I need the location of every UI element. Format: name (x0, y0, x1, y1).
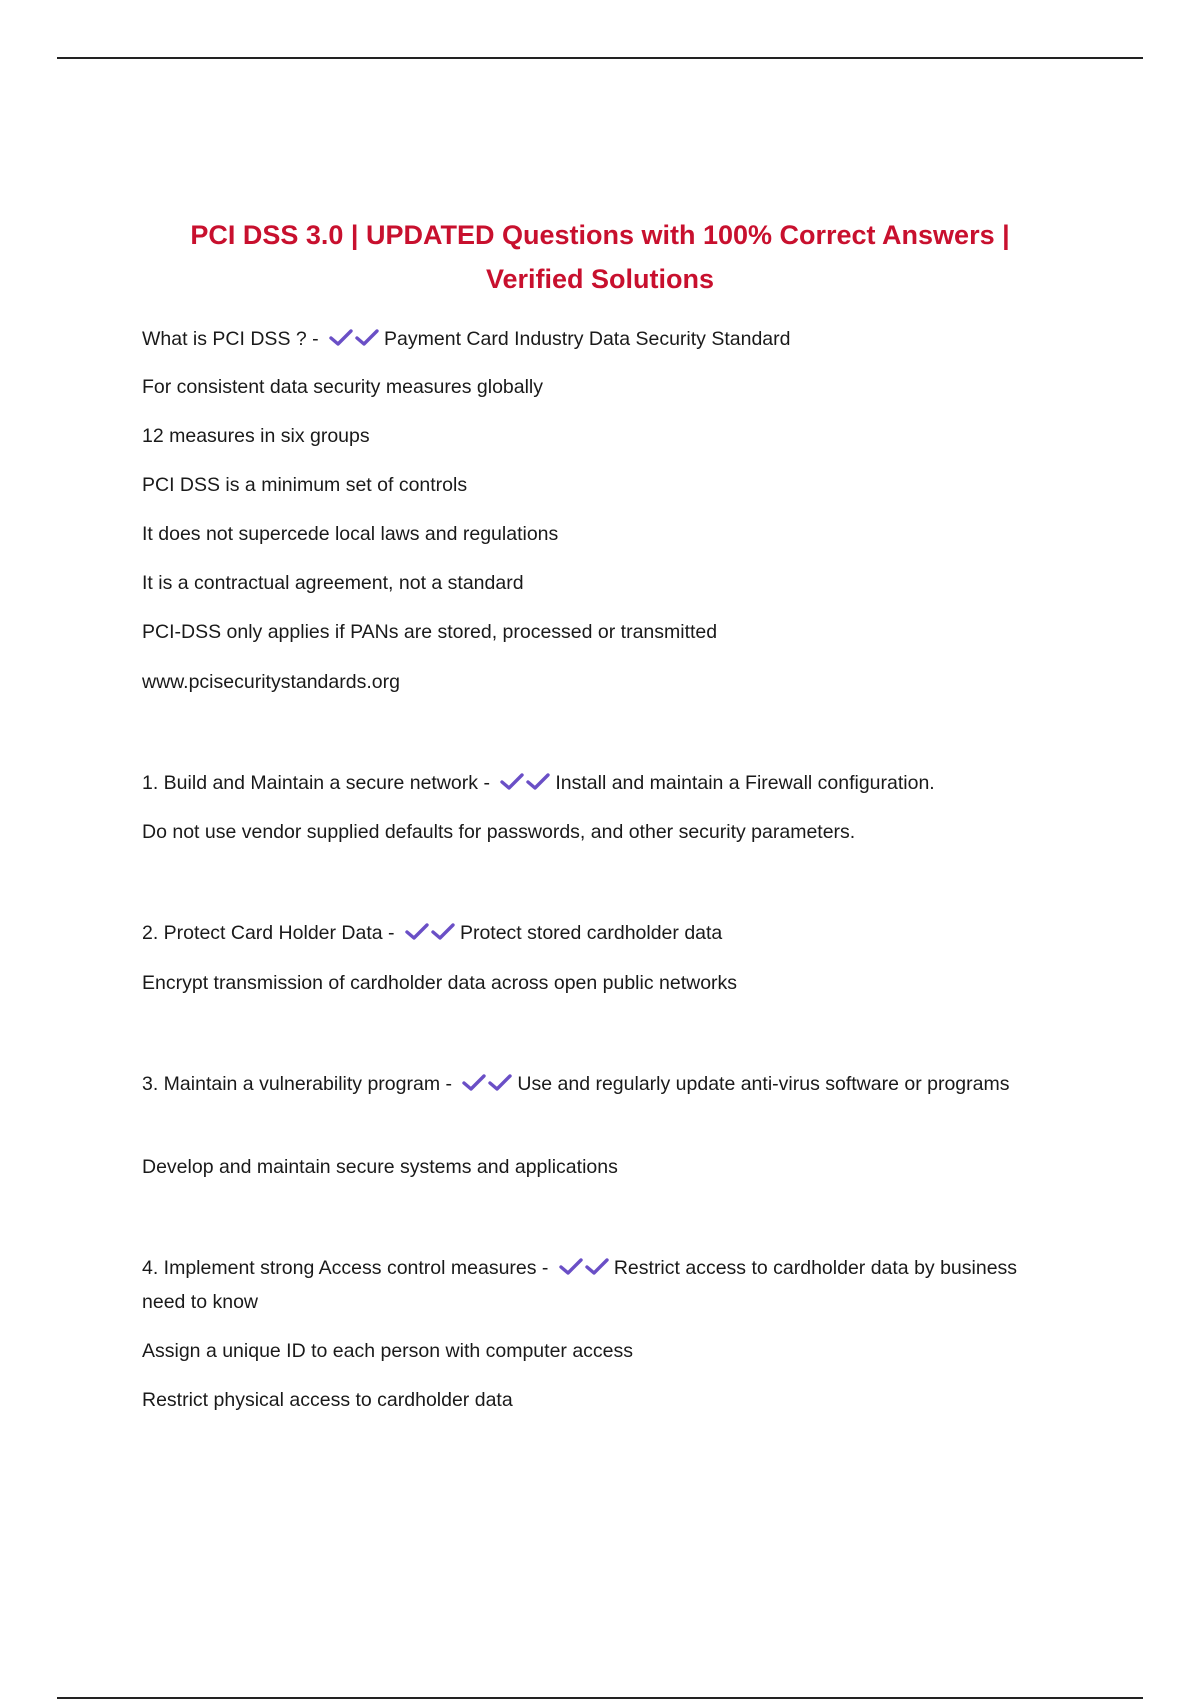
check-icon (328, 328, 354, 348)
check-icon (499, 772, 525, 792)
question-5 (142, 1251, 1022, 1319)
question-4 (142, 1067, 1022, 1101)
question-text: 4. Implement strong Access control measures - (142, 1257, 549, 1279)
check-icon (558, 1257, 584, 1277)
answer-line: Restrict physical access to cardholder data (142, 1389, 513, 1411)
question-3 (142, 916, 1042, 950)
bottom-rule (57, 1697, 1143, 1699)
answer-text: Use and regularly update anti-virus software or programs (517, 1073, 1010, 1095)
answer-line: PCI DSS is a minimum set of controls (142, 474, 468, 496)
question-2 (142, 766, 1042, 800)
answer-text: Protect stored cardholder data (459, 922, 723, 944)
title-line-2: Verified Solutions (485, 264, 715, 294)
answer-text: Install and maintain a Firewall configuration. (555, 772, 935, 794)
title-line-1: PCI DSS 3.0 | UPDATED Questions with 100% Correct Answers | (190, 220, 1010, 250)
check-icon (430, 922, 456, 942)
check-icon (487, 1073, 513, 1093)
answer-line: Do not use vendor supplied defaults for passwords, and other security parameters. (142, 821, 856, 843)
question-text: 3. Maintain a vulnerability program - (142, 1073, 452, 1095)
document-title (140, 213, 1060, 301)
top-rule (57, 57, 1143, 59)
answer-line: 12 measures in six groups (142, 425, 370, 447)
question-text: 1. Build and Maintain a secure network - (142, 772, 490, 794)
answer-line: It does not supercede local laws and regulations (142, 523, 559, 545)
answer-text: Restrict access to cardholder data by business need to know (142, 1257, 1018, 1313)
answer-text: Payment Card Industry Data Security Standard (384, 328, 791, 350)
answer-line: Develop and maintain secure systems and applications (142, 1156, 618, 1178)
check-icon (525, 772, 551, 792)
question-text: What is PCI DSS ? - (142, 328, 319, 350)
double-check-icon (558, 1251, 610, 1285)
check-icon (461, 1073, 487, 1093)
answer-line: Encrypt transmission of cardholder data across open public networks (142, 972, 738, 994)
check-icon (404, 922, 430, 942)
check-icon (354, 328, 380, 348)
double-check-icon (499, 766, 551, 800)
answer-line: PCI-DSS only applies if PANs are stored, processed or transmitted (142, 621, 718, 643)
double-check-icon (404, 916, 456, 950)
answer-line: For consistent data security measures globally (142, 376, 544, 398)
double-check-icon (328, 322, 380, 356)
answer-line: www.pcisecuritystandards.org (142, 671, 400, 693)
answer-line: It is a contractual agreement, not a standard (142, 572, 524, 594)
question-1 (142, 322, 1042, 356)
check-icon (584, 1257, 610, 1277)
question-text: 2. Protect Card Holder Data - (142, 922, 395, 944)
answer-line: Assign a unique ID to each person with computer access (142, 1340, 634, 1362)
double-check-icon (461, 1067, 513, 1101)
